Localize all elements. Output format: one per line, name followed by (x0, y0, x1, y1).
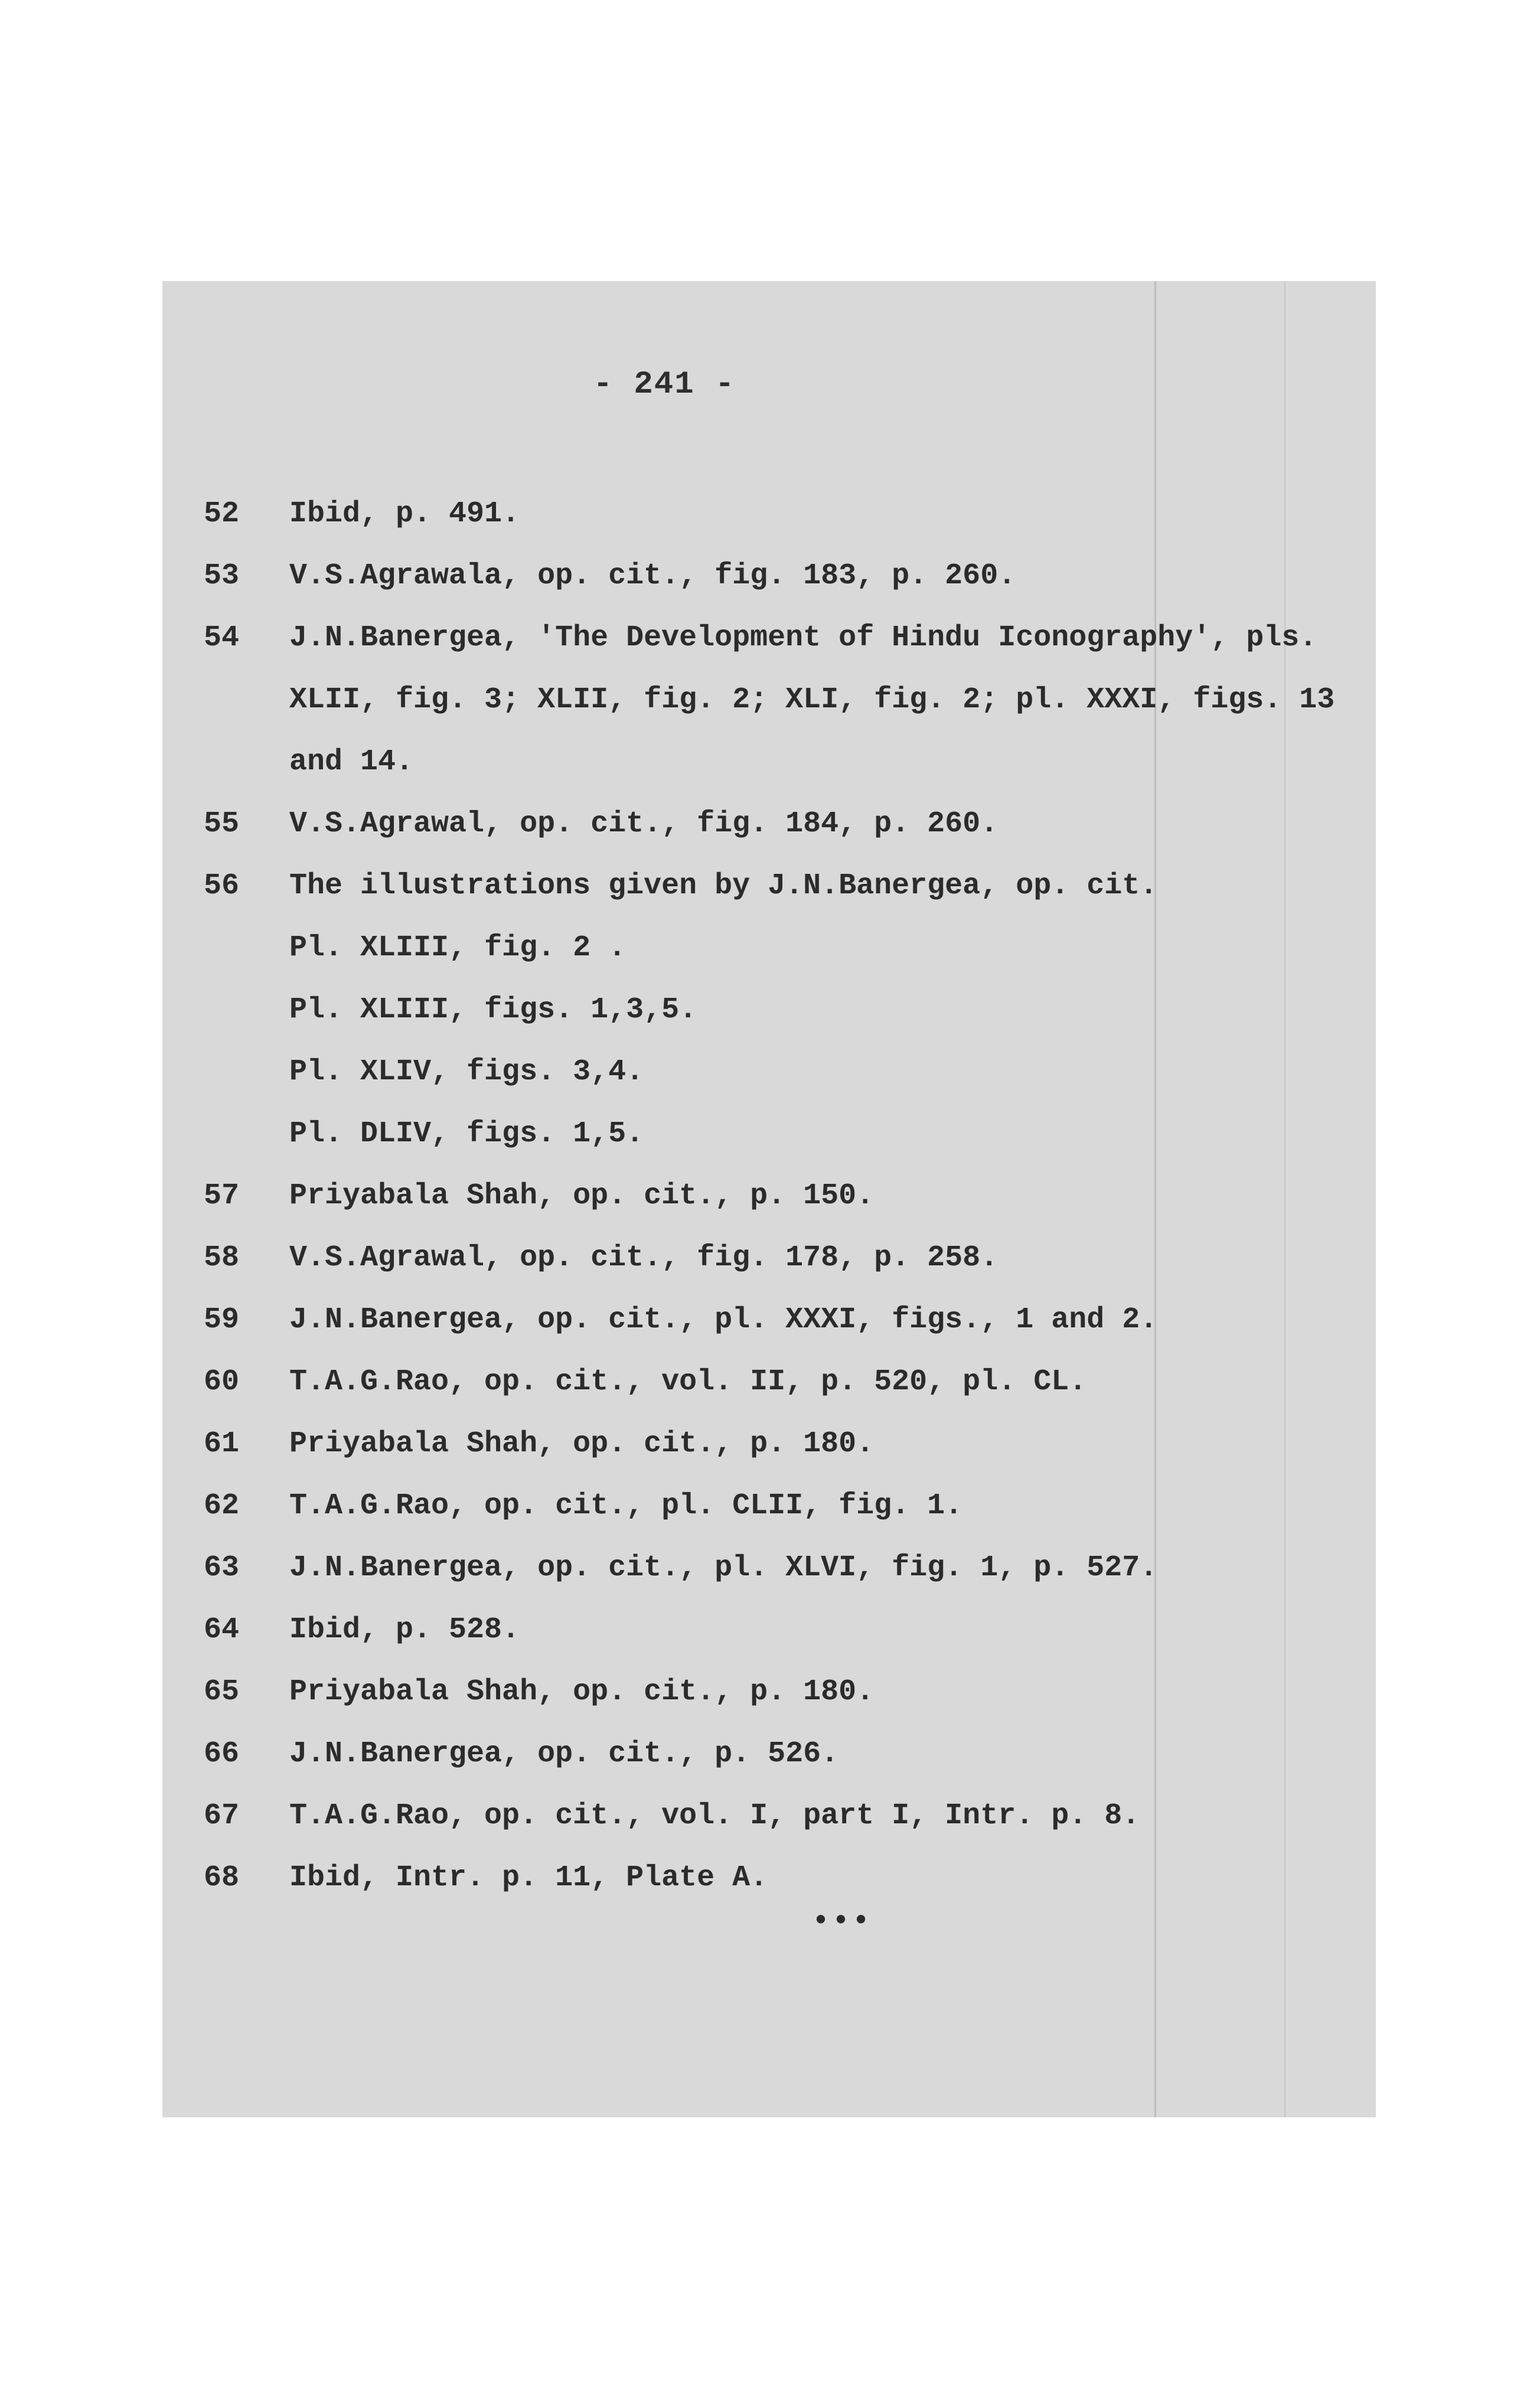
scanned-page (162, 281, 1376, 2117)
footnote-text: T.A.G.Rao, op. cit., pl. CLII, fig. 1. (289, 1489, 963, 1523)
footnote-text: Pl. DLIV, figs. 1,5. (289, 1117, 644, 1151)
footnote-number: 62 (204, 1489, 240, 1523)
footnote-text: V.S.Agrawal, op. cit., fig. 178, p. 258. (289, 1241, 999, 1275)
footnote-text: The illustrations given by J.N.Banergea, op. cit. (289, 869, 1158, 903)
footnote-text: V.S.Agrawal, op. cit., fig. 184, p. 260. (289, 807, 999, 841)
footnote-number: 54 (204, 621, 240, 655)
footnote-text: Ibid, p. 491. (289, 497, 520, 531)
footnote-number: 65 (204, 1675, 240, 1709)
footnote-text: J.N.Banergea, 'The Development of Hindu Iconography', pls. (289, 621, 1317, 655)
footnote-text: T.A.G.Rao, op. cit., vol. II, p. 520, pl. CL. (289, 1365, 1087, 1399)
footnote-text: J.N.Banergea, op. cit., pl. XXXI, figs., 1 and 2. (289, 1303, 1158, 1337)
footnote-number: 55 (204, 807, 240, 841)
footnote-text: J.N.Banergea, op. cit., p. 526. (289, 1737, 839, 1771)
footnote-number: 60 (204, 1365, 240, 1399)
footnote-text: Pl. XLIII, fig. 2 . (289, 931, 627, 965)
footnote-number: 68 (204, 1861, 240, 1895)
footnote-text: Pl. XLIII, figs. 1,3,5. (289, 993, 697, 1027)
footnote-text: Ibid, p. 528. (289, 1613, 520, 1647)
footnote-text: Priyabala Shah, op. cit., p. 150. (289, 1179, 875, 1213)
footnote-text: Priyabala Shah, op. cit., p. 180. (289, 1427, 875, 1461)
footnotes-list (162, 281, 1376, 2117)
footnote-text: V.S.Agrawala, op. cit., fig. 183, p. 260. (289, 559, 1016, 593)
footnote-number: 52 (204, 497, 240, 531)
footnote-number: 56 (204, 869, 240, 903)
footnote-number: 57 (204, 1179, 240, 1213)
footnote-text: J.N.Banergea, op. cit., pl. XLVI, fig. 1, p. 527. (289, 1551, 1158, 1585)
footnote-text: Pl. XLIV, figs. 3,4. (289, 1055, 644, 1089)
footnote-number: 64 (204, 1613, 240, 1647)
footnote-number: 53 (204, 559, 240, 593)
footnote-number: 59 (204, 1303, 240, 1337)
footnote-number: 67 (204, 1799, 240, 1833)
footnote-text: Priyabala Shah, op. cit., p. 180. (289, 1675, 875, 1709)
footnote-number: 58 (204, 1241, 240, 1275)
footnote-text: and 14. (289, 745, 414, 779)
end-ellipsis: ••• (812, 1905, 873, 1938)
footnote-number: 63 (204, 1551, 240, 1585)
footnote-text: XLII, fig. 3; XLII, fig. 2; XLI, fig. 2; pl. XXXI, figs. 13 (289, 683, 1335, 717)
page-number: - 241 - (593, 367, 736, 403)
footnote-number: 66 (204, 1737, 240, 1771)
footnote-text: Ibid, Intr. p. 11, Plate A. (289, 1861, 768, 1895)
footnote-text: T.A.G.Rao, op. cit., vol. I, part I, Intr. p. 8. (289, 1799, 1140, 1833)
footnote-number: 61 (204, 1427, 240, 1461)
